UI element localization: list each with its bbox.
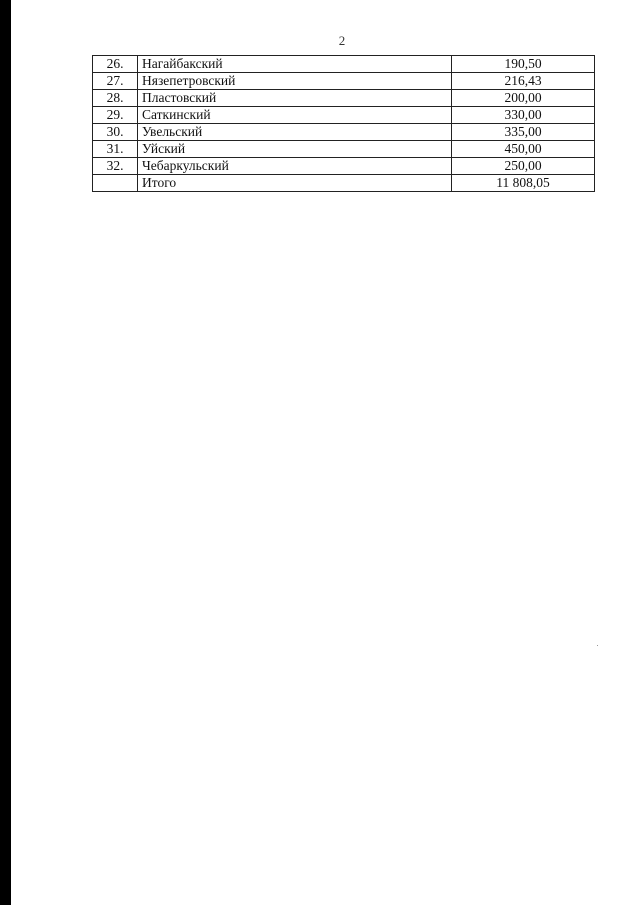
amount-value: 216,43	[452, 73, 595, 90]
row-number: 29.	[93, 107, 138, 124]
district-name: Нагайбакский	[138, 56, 452, 73]
district-name: Увельский	[138, 124, 452, 141]
row-number: 32.	[93, 158, 138, 175]
amount-value: 250,00	[452, 158, 595, 175]
total-value: 11 808,05	[452, 175, 595, 192]
district-name: Саткинский	[138, 107, 452, 124]
page-number: 2	[338, 33, 346, 48]
total-label: Итого	[138, 175, 452, 192]
district-name: Уйский	[138, 141, 452, 158]
table-row	[93, 73, 595, 90]
row-number: 30.	[93, 124, 138, 141]
district-name: Чебаркульский	[138, 158, 452, 175]
row-number: 28.	[93, 90, 138, 107]
table-row	[93, 141, 595, 158]
amount-value: 330,00	[452, 107, 595, 124]
amount-value: 190,50	[452, 56, 595, 73]
row-number: 31.	[93, 141, 138, 158]
row-number: 27.	[93, 73, 138, 90]
scan-speck	[597, 645, 598, 646]
total-row	[93, 175, 595, 192]
amount-value: 450,00	[452, 141, 595, 158]
table-row	[93, 124, 595, 141]
table-row	[93, 158, 595, 175]
row-number: 26.	[93, 56, 138, 73]
amount-value: 200,00	[452, 90, 595, 107]
scan-edge-strip	[0, 0, 11, 905]
table-row	[93, 107, 595, 124]
district-name: Пластовский	[138, 90, 452, 107]
district-name: Нязепетровский	[138, 73, 452, 90]
total-number-cell	[93, 175, 138, 192]
allocation-table	[92, 55, 595, 192]
amount-value: 335,00	[452, 124, 595, 141]
table-row	[93, 90, 595, 107]
table-row	[93, 56, 595, 73]
